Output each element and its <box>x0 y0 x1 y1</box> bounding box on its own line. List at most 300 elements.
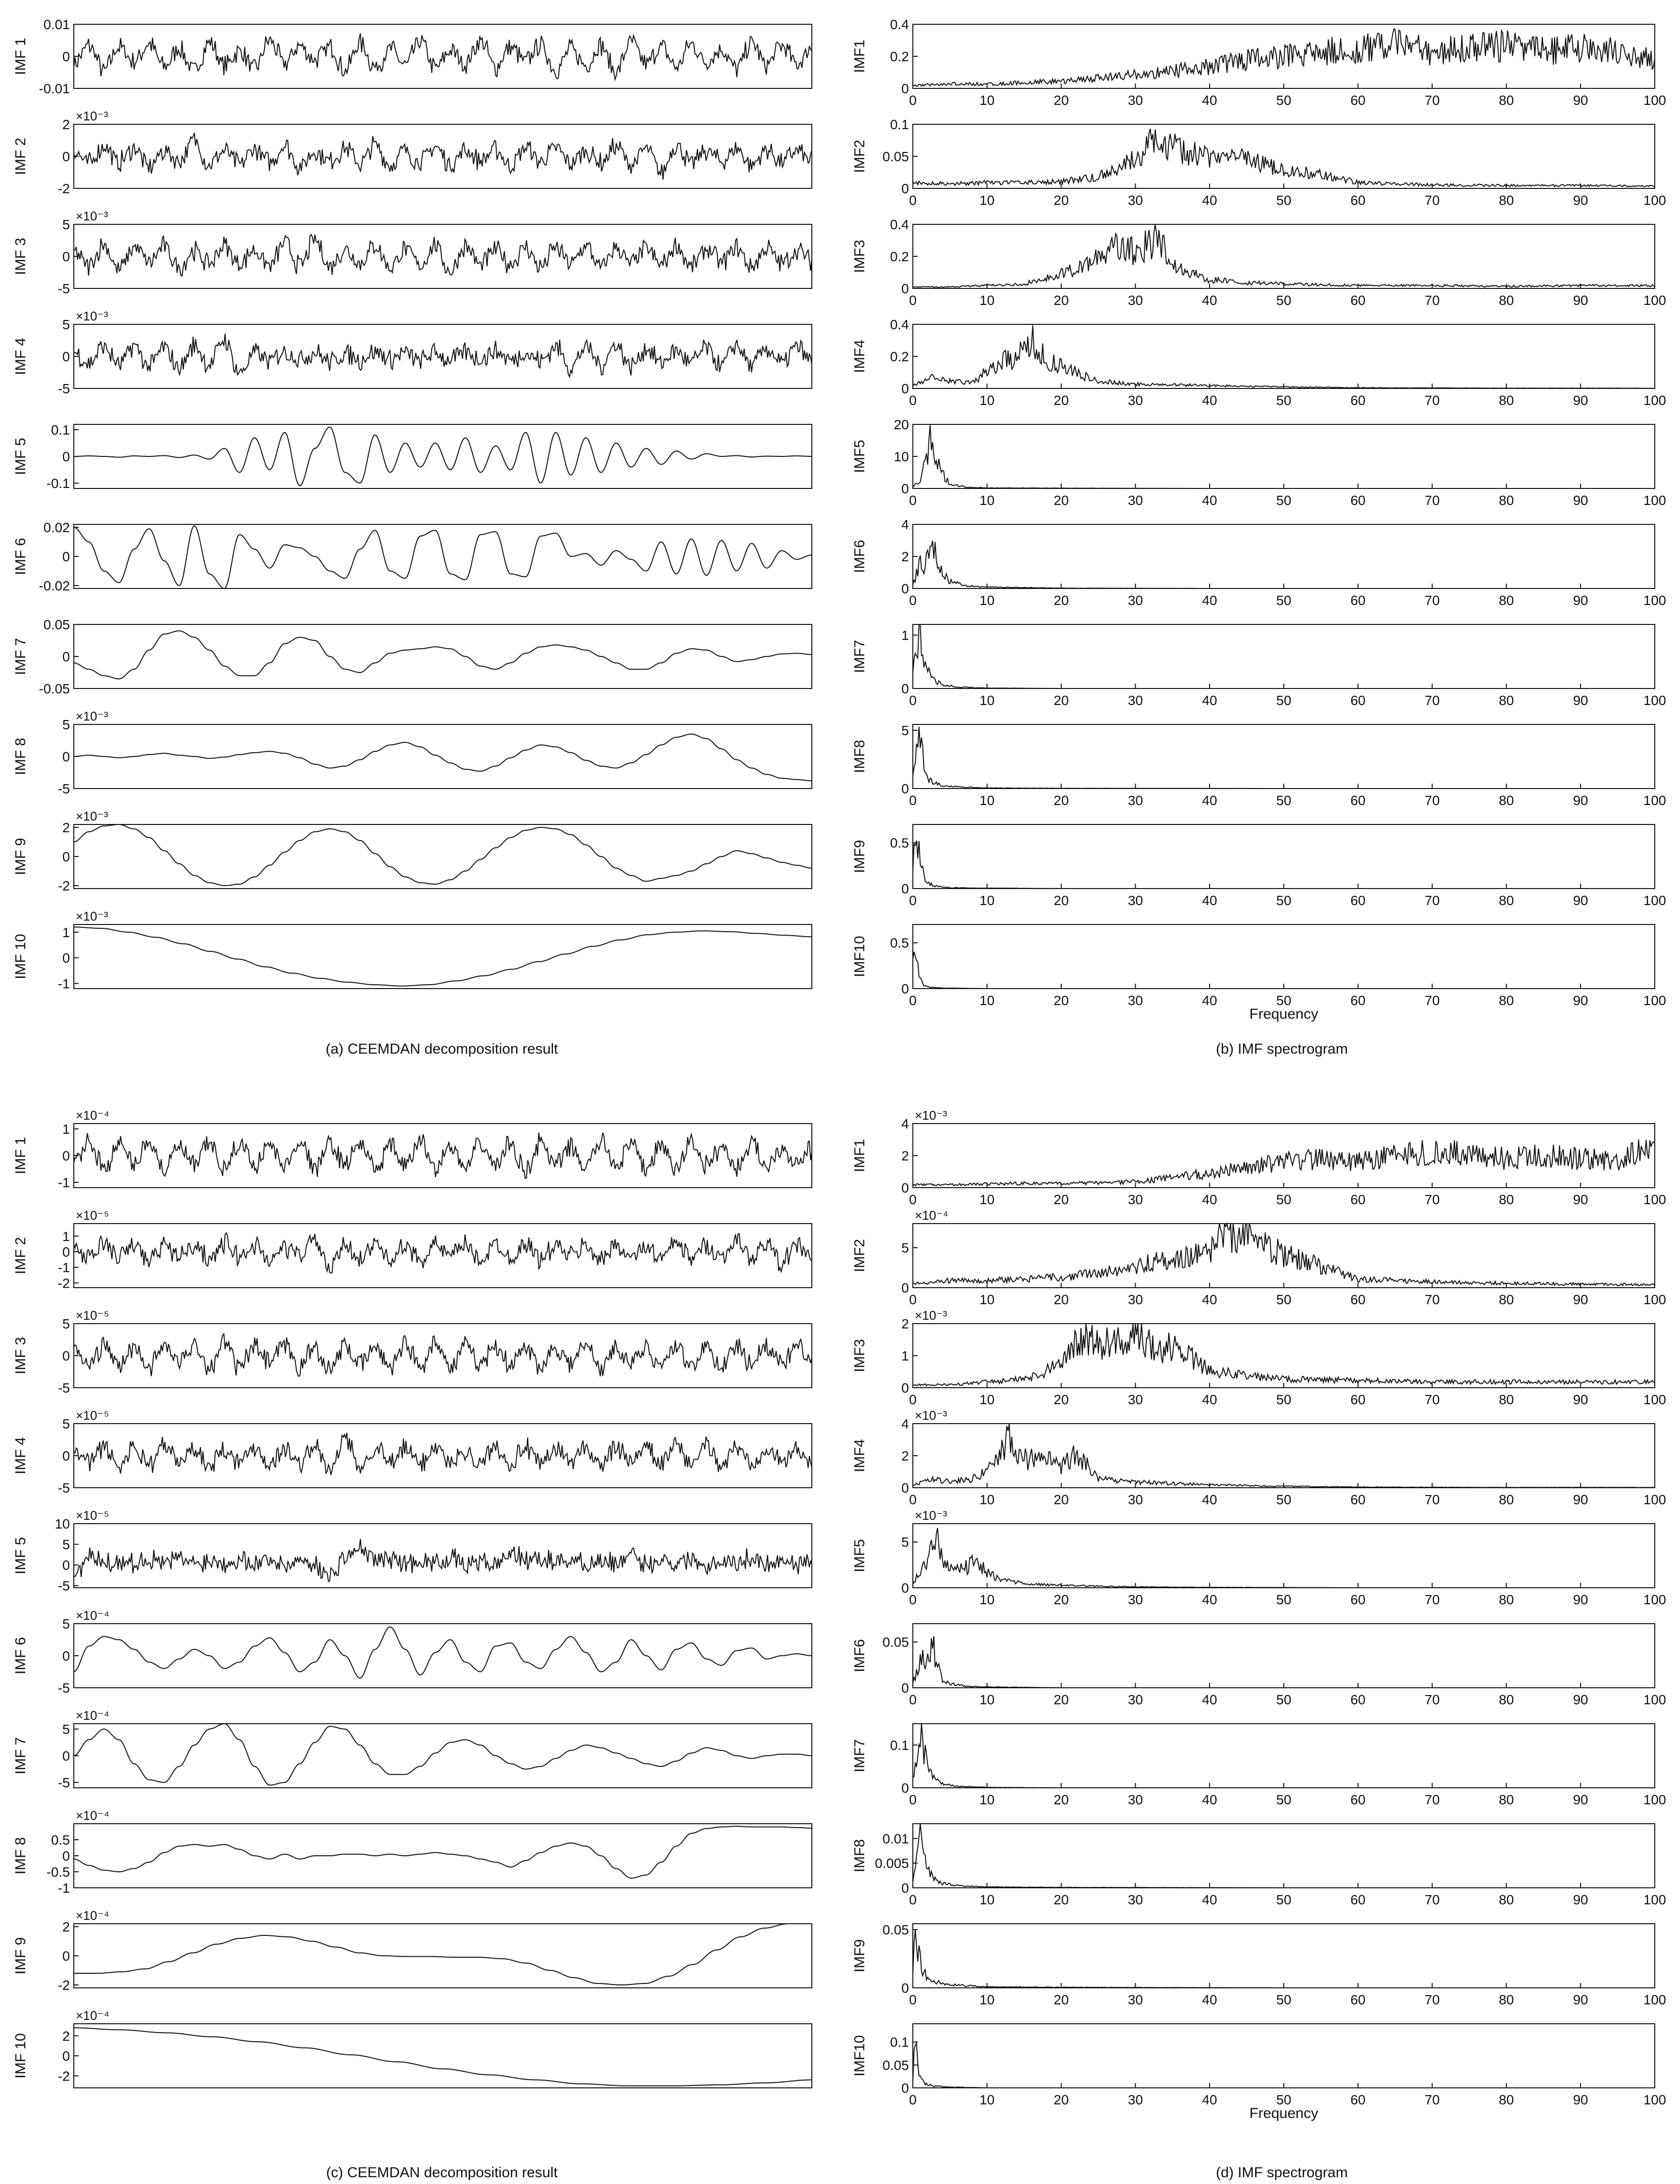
y-tick-label: 0 <box>901 781 909 796</box>
y-axis-label: IMF 8 <box>13 1837 29 1875</box>
x-tick-label: 50 <box>1276 1992 1292 2007</box>
y-tick-label: 0.05 <box>882 1634 909 1650</box>
y-tick-label: 5 <box>62 1722 70 1737</box>
x-tick-label: 90 <box>1573 893 1588 908</box>
y-tick-label: 0.5 <box>890 835 909 851</box>
subplot-b-10 <box>852 924 1666 1008</box>
subplot-c-8 <box>13 1808 812 1896</box>
subplot-c-1 <box>13 1108 812 1190</box>
x-tick-label: 0 <box>909 893 917 908</box>
series-line <box>74 1924 812 1985</box>
x-tick-label: 20 <box>1054 1292 1069 1307</box>
y-axis-label: IMF 2 <box>13 1237 29 1275</box>
x-tick-label: 40 <box>1202 1992 1217 2007</box>
x-tick-label: 40 <box>1202 1292 1217 1307</box>
y-axis-label: IMF8 <box>852 739 868 773</box>
y-exponent-label: ×10⁻⁴ <box>915 1208 948 1223</box>
subplot-a-5 <box>13 422 812 491</box>
x-tick-label: 30 <box>1127 1992 1143 2007</box>
x-tick-label: 70 <box>1425 1892 1440 1907</box>
y-tick-label: 20 <box>893 417 909 432</box>
x-tick-label: 20 <box>1054 1592 1069 1607</box>
y-tick-label: 0 <box>62 549 70 564</box>
x-tick-label: 10 <box>979 693 995 708</box>
x-tick-label: 90 <box>1573 93 1588 108</box>
x-tick-label: 0 <box>909 993 917 1008</box>
x-tick-label: 70 <box>1425 193 1440 208</box>
axes-frame <box>74 1724 812 1788</box>
y-axis-label: IMF 2 <box>13 137 29 175</box>
series-line <box>913 1424 1655 1488</box>
series-line <box>913 541 1655 588</box>
y-axis-label: IMF5 <box>852 439 868 473</box>
x-tick-label: 20 <box>1054 793 1069 808</box>
y-axis-label: IMF 7 <box>13 1737 29 1775</box>
subplot-b-8 <box>852 723 1666 808</box>
subplot-c-9 <box>13 1908 812 1993</box>
x-tick-label: 40 <box>1202 1792 1217 1807</box>
x-tick-label: 100 <box>1643 393 1666 408</box>
y-exponent-label: ×10⁻³ <box>76 809 108 823</box>
y-exponent-label: ×10⁻⁴ <box>76 1708 109 1723</box>
y-axis-label: IMF 1 <box>13 1137 29 1175</box>
y-tick-label: 0 <box>901 1480 909 1495</box>
x-tick-label: 80 <box>1498 1892 1514 1907</box>
x-tick-label: 30 <box>1127 1292 1143 1307</box>
x-tick-label: 50 <box>1276 493 1292 508</box>
axes-frame <box>913 2024 1655 2088</box>
y-exponent-label: ×10⁻³ <box>915 1308 947 1323</box>
caption-b: (b) IMF spectrogram <box>1216 1041 1348 1057</box>
y-tick-label: 0.4 <box>890 217 909 232</box>
x-tick-label: 70 <box>1425 1492 1440 1507</box>
axes-frame <box>913 1924 1655 1988</box>
subplot-d-8 <box>852 1824 1666 1907</box>
series-line <box>74 1724 812 1785</box>
subplot-b-7 <box>852 624 1666 708</box>
y-tick-label: -2 <box>58 181 70 196</box>
x-tick-label: 0 <box>909 1992 917 2007</box>
y-tick-label: 4 <box>901 1116 909 1131</box>
x-tick-label: 30 <box>1127 1392 1143 1407</box>
y-axis-label: IMF 4 <box>13 1437 29 1475</box>
y-axis-label: IMF5 <box>852 1539 868 1573</box>
axes-frame <box>913 624 1655 689</box>
x-tick-label: 90 <box>1573 1492 1588 1507</box>
axes-frame <box>913 1424 1655 1488</box>
x-tick-label: 50 <box>1276 693 1292 708</box>
y-exponent-label: ×10⁻³ <box>76 909 108 924</box>
x-tick-label: 30 <box>1127 393 1143 408</box>
x-tick-label: 0 <box>909 1592 917 1607</box>
x-tick-label: 80 <box>1498 1692 1514 1707</box>
x-tick-label: 40 <box>1202 493 1217 508</box>
x-tick-label: 40 <box>1202 293 1217 308</box>
y-tick-label: 1 <box>901 1348 909 1363</box>
x-tick-label: 90 <box>1573 1692 1588 1707</box>
y-tick-label: -5 <box>58 281 70 296</box>
subplot-d-4 <box>852 1408 1666 1507</box>
y-tick-label: 0.05 <box>882 149 909 164</box>
y-axis-label: IMF7 <box>852 639 868 673</box>
y-tick-label: 2 <box>62 820 70 835</box>
subplot-b-9 <box>852 824 1666 908</box>
x-tick-label: 50 <box>1276 993 1292 1008</box>
y-tick-label: 2 <box>901 1148 909 1163</box>
x-tick-label: 40 <box>1202 1192 1217 1207</box>
y-tick-label: -0.02 <box>39 578 70 593</box>
y-tick-label: -0.5 <box>46 1865 70 1880</box>
series-line <box>913 1528 1655 1588</box>
y-tick-label: 0.5 <box>890 935 909 951</box>
x-tick-label: 50 <box>1276 293 1292 308</box>
x-tick-label: 100 <box>1643 1592 1666 1607</box>
subplot-d-10 <box>852 2024 1666 2107</box>
x-tick-label: 0 <box>909 393 917 408</box>
y-axis-label: IMF4 <box>852 339 868 373</box>
x-tick-label: 10 <box>979 593 995 608</box>
y-tick-label: 0 <box>62 1848 70 1864</box>
x-tick-label: 50 <box>1276 893 1292 908</box>
y-axis-label: IMF10 <box>852 2035 868 2077</box>
y-tick-label: 5 <box>62 1616 70 1631</box>
y-tick-label: 0.1 <box>890 117 909 132</box>
y-axis-label: IMF 8 <box>13 738 29 775</box>
x-tick-label: 40 <box>1202 1692 1217 1707</box>
y-tick-label: 0 <box>62 349 70 364</box>
axes-frame <box>74 1524 812 1588</box>
y-tick-label: -5 <box>58 1380 70 1395</box>
series-line <box>74 1539 812 1582</box>
x-tick-label: 60 <box>1350 1292 1366 1307</box>
x-tick-label: 50 <box>1276 93 1292 108</box>
series-line <box>74 1826 812 1878</box>
x-tick-label: 30 <box>1127 2092 1143 2107</box>
y-tick-label: 4 <box>901 517 909 532</box>
x-tick-label: 80 <box>1498 2092 1514 2107</box>
x-tick-label: 80 <box>1498 1492 1514 1507</box>
y-tick-label: 0 <box>901 281 909 296</box>
x-tick-label: 70 <box>1425 1692 1440 1707</box>
y-exponent-label: ×10⁻⁴ <box>76 1108 109 1123</box>
x-tick-label: 0 <box>909 1492 917 1507</box>
y-tick-label: -5 <box>58 1680 70 1696</box>
y-tick-label: 2 <box>901 1316 909 1331</box>
series-line <box>74 824 812 886</box>
y-tick-label: 0 <box>62 1348 70 1363</box>
x-tick-label: 80 <box>1498 1292 1514 1307</box>
x-tick-label: 0 <box>909 93 917 108</box>
y-tick-label: 0 <box>901 181 909 196</box>
x-tick-label: 60 <box>1350 893 1366 908</box>
x-tick-label: 60 <box>1350 2092 1366 2107</box>
x-tick-label: 80 <box>1498 993 1514 1008</box>
caption-a: (a) CEEMDAN decomposition result <box>325 1041 558 1057</box>
series-line <box>913 1929 1655 1988</box>
x-tick-label: 70 <box>1425 593 1440 608</box>
x-tick-label: 60 <box>1350 693 1366 708</box>
subplot-c-4 <box>13 1408 812 1495</box>
y-tick-label: 0 <box>901 1881 909 1896</box>
axes-frame <box>913 924 1655 989</box>
y-tick-label: 0 <box>62 1148 70 1163</box>
y-axis-label: IMF 9 <box>13 1937 29 1975</box>
x-tick-label: 100 <box>1643 893 1666 908</box>
y-axis-label: IMF9 <box>852 840 868 874</box>
series-line <box>913 1636 1655 1688</box>
y-exponent-label: ×10⁻⁵ <box>76 1508 109 1523</box>
y-tick-label: 0 <box>901 381 909 396</box>
y-axis-label: IMF 7 <box>13 638 29 675</box>
x-tick-label: 30 <box>1127 193 1143 208</box>
x-tick-label: 10 <box>979 1892 995 1907</box>
x-tick-label: 50 <box>1276 2092 1292 2107</box>
y-tick-label: 0.4 <box>890 317 909 332</box>
y-axis-label: IMF1 <box>852 39 868 73</box>
y-tick-label: 2 <box>62 117 70 132</box>
y-tick-label: 10 <box>54 1516 70 1531</box>
y-tick-label: -2 <box>58 2068 70 2084</box>
x-tick-label: 30 <box>1127 1592 1143 1607</box>
x-tick-label: 50 <box>1276 593 1292 608</box>
y-tick-label: 1 <box>62 924 70 940</box>
x-tick-label: 100 <box>1643 1692 1666 1707</box>
y-exponent-label: ×10⁻³ <box>76 709 108 723</box>
x-tick-label: 90 <box>1573 1892 1588 1907</box>
x-axis-label: Frequency <box>1249 2105 1318 2121</box>
y-tick-label: 0 <box>901 581 909 596</box>
x-tick-label: 60 <box>1350 1192 1366 1207</box>
x-tick-label: 100 <box>1643 993 1666 1008</box>
x-tick-label: 70 <box>1425 93 1440 108</box>
series-line <box>74 734 812 781</box>
y-axis-label: IMF 6 <box>13 538 29 575</box>
subplot-c-3 <box>13 1308 812 1395</box>
x-tick-label: 50 <box>1276 1192 1292 1207</box>
y-exponent-label: ×10⁻⁴ <box>76 2008 109 2023</box>
y-exponent-label: ×10⁻⁴ <box>76 1808 109 1823</box>
x-tick-label: 90 <box>1573 1792 1588 1807</box>
subplot-d-7 <box>852 1724 1666 1807</box>
axes-frame <box>913 1824 1655 1888</box>
x-tick-label: 60 <box>1350 1892 1366 1907</box>
subplot-a-4 <box>13 309 812 396</box>
x-tick-label: 80 <box>1498 1792 1514 1807</box>
series-line <box>913 325 1655 388</box>
x-tick-label: 70 <box>1425 793 1440 808</box>
x-tick-label: 90 <box>1573 1192 1588 1207</box>
series-line <box>74 427 812 486</box>
y-tick-label: 2 <box>901 549 909 564</box>
x-tick-label: 60 <box>1350 1592 1366 1607</box>
x-tick-label: 100 <box>1643 593 1666 608</box>
x-tick-label: 40 <box>1202 2092 1217 2107</box>
y-tick-label: 0 <box>901 1680 909 1696</box>
x-tick-label: 30 <box>1127 893 1143 908</box>
x-tick-label: 0 <box>909 593 917 608</box>
y-tick-label: 0 <box>62 1558 70 1573</box>
y-axis-label: IMF6 <box>852 1639 868 1673</box>
y-tick-label: -1 <box>58 1175 70 1190</box>
y-axis-label: IMF 3 <box>13 237 29 275</box>
y-axis-label: IMF 5 <box>13 1537 29 1575</box>
x-tick-label: 10 <box>979 993 995 1008</box>
y-exponent-label: ×10⁻³ <box>915 1408 947 1423</box>
x-tick-label: 70 <box>1425 1392 1440 1407</box>
y-axis-label: IMF 4 <box>13 337 29 375</box>
x-tick-label: 0 <box>909 793 917 808</box>
y-axis-label: IMF8 <box>852 1839 868 1873</box>
x-tick-label: 30 <box>1127 293 1143 308</box>
x-tick-label: 40 <box>1202 1592 1217 1607</box>
x-tick-label: 30 <box>1127 993 1143 1008</box>
y-tick-label: 0 <box>62 1448 70 1463</box>
x-tick-label: 100 <box>1643 1292 1666 1307</box>
x-tick-label: 20 <box>1054 393 1069 408</box>
x-tick-label: 90 <box>1573 1992 1588 2007</box>
y-axis-label: IMF4 <box>852 1439 868 1473</box>
y-tick-label: -5 <box>58 1578 70 1594</box>
y-tick-label: 0 <box>62 149 70 164</box>
y-tick-label: 0 <box>901 1280 909 1295</box>
x-tick-label: 60 <box>1350 1992 1366 2007</box>
y-exponent-label: ×10⁻³ <box>915 1108 947 1123</box>
series-line <box>913 1724 1655 1788</box>
y-exponent-label: ×10⁻⁵ <box>76 1308 109 1323</box>
y-axis-label: IMF6 <box>852 539 868 573</box>
subplot-b-3 <box>852 217 1666 308</box>
y-tick-label: -5 <box>58 1480 70 1495</box>
subplot-d-5 <box>852 1508 1666 1607</box>
axes-frame <box>913 1624 1655 1688</box>
x-tick-label: 90 <box>1573 293 1588 308</box>
subplot-b-6 <box>852 517 1666 608</box>
y-tick-label: 0 <box>62 649 70 664</box>
x-tick-label: 70 <box>1425 693 1440 708</box>
y-tick-label: 0 <box>901 2081 909 2096</box>
y-tick-label: -0.1 <box>46 476 70 491</box>
x-tick-label: 0 <box>909 1692 917 1707</box>
x-tick-label: 40 <box>1202 1892 1217 1907</box>
y-tick-label: 0 <box>62 1244 70 1260</box>
series-line <box>74 1334 812 1377</box>
axes-frame <box>74 924 812 989</box>
x-tick-label: 10 <box>979 1592 995 1607</box>
x-tick-label: 0 <box>909 2092 917 2107</box>
y-axis-label: IMF 1 <box>13 37 29 75</box>
x-tick-label: 0 <box>909 293 917 308</box>
y-tick-label: 0.2 <box>890 49 909 64</box>
x-tick-label: 10 <box>979 1192 995 1207</box>
y-tick-label: 0 <box>901 1180 909 1195</box>
x-tick-label: 70 <box>1425 1992 1440 2007</box>
y-axis-label: IMF 6 <box>13 1637 29 1675</box>
x-tick-label: 20 <box>1054 1692 1069 1707</box>
x-tick-label: 30 <box>1127 1692 1143 1707</box>
x-tick-label: 50 <box>1276 1692 1292 1707</box>
x-tick-label: 80 <box>1498 393 1514 408</box>
y-tick-label: 0.4 <box>890 17 909 32</box>
caption-c: (c) CEEMDAN decomposition result <box>326 2165 558 2181</box>
series-line <box>74 927 812 986</box>
axes-frame <box>74 624 812 689</box>
x-tick-label: 90 <box>1573 493 1588 508</box>
x-tick-label: 100 <box>1643 1892 1666 1907</box>
y-tick-label: -2 <box>58 1276 70 1291</box>
y-exponent-label: ×10⁻³ <box>915 1508 947 1523</box>
y-tick-label: 5 <box>901 723 909 738</box>
y-tick-label: 5 <box>62 717 70 732</box>
x-tick-label: 100 <box>1643 2092 1666 2107</box>
y-tick-label: 0 <box>62 749 70 764</box>
y-tick-label: 0.01 <box>43 17 70 32</box>
x-tick-label: 40 <box>1202 893 1217 908</box>
x-tick-label: 30 <box>1127 1192 1143 1207</box>
x-tick-label: 20 <box>1054 893 1069 908</box>
x-tick-label: 0 <box>909 1392 917 1407</box>
y-tick-label: 0.05 <box>882 2057 909 2073</box>
axes-frame <box>74 2024 812 2088</box>
x-tick-label: 50 <box>1276 1892 1292 1907</box>
subplot-b-5 <box>852 417 1666 508</box>
y-tick-label: 0 <box>62 249 70 264</box>
series-line <box>913 1224 1655 1286</box>
axes-frame <box>913 1524 1655 1588</box>
x-tick-label: 100 <box>1643 1192 1666 1207</box>
x-tick-label: 50 <box>1276 393 1292 408</box>
x-tick-label: 50 <box>1276 1792 1292 1807</box>
x-tick-label: 90 <box>1573 1392 1588 1407</box>
x-tick-label: 0 <box>909 693 917 708</box>
x-tick-label: 60 <box>1350 993 1366 1008</box>
subplot-d-1 <box>852 1108 1666 1207</box>
x-tick-label: 100 <box>1643 1392 1666 1407</box>
x-tick-label: 10 <box>979 1292 995 1307</box>
x-tick-label: 80 <box>1498 193 1514 208</box>
x-tick-label: 70 <box>1425 1292 1440 1307</box>
x-tick-label: 0 <box>909 1292 917 1307</box>
subplot-a-9 <box>13 809 812 893</box>
x-tick-label: 10 <box>979 1992 995 2007</box>
x-tick-label: 20 <box>1054 193 1069 208</box>
x-tick-label: 10 <box>979 1392 995 1407</box>
y-tick-label: -1 <box>58 1260 70 1276</box>
y-tick-label: 0 <box>901 1580 909 1596</box>
x-tick-label: 30 <box>1127 1792 1143 1807</box>
y-axis-label: IMF 5 <box>13 437 29 475</box>
y-tick-label: 0 <box>901 81 909 96</box>
x-tick-label: 30 <box>1127 593 1143 608</box>
x-tick-label: 80 <box>1498 893 1514 908</box>
y-axis-label: IMF 9 <box>13 838 29 875</box>
y-tick-label: 0 <box>901 481 909 496</box>
x-tick-label: 20 <box>1054 593 1069 608</box>
y-tick-label: 0 <box>62 950 70 966</box>
x-tick-label: 70 <box>1425 493 1440 508</box>
x-tick-label: 20 <box>1054 993 1069 1008</box>
subplot-a-8 <box>13 709 812 796</box>
series-line <box>913 2043 1655 2088</box>
subplot-d-3 <box>852 1308 1666 1407</box>
x-tick-label: 70 <box>1425 1192 1440 1207</box>
x-tick-label: 80 <box>1498 693 1514 708</box>
y-axis-label: IMF 3 <box>13 1337 29 1375</box>
x-tick-label: 90 <box>1573 393 1588 408</box>
x-tick-label: 100 <box>1643 193 1666 208</box>
x-tick-label: 100 <box>1643 1992 1666 2007</box>
x-tick-label: 20 <box>1054 1992 1069 2007</box>
x-tick-label: 40 <box>1202 1492 1217 1507</box>
